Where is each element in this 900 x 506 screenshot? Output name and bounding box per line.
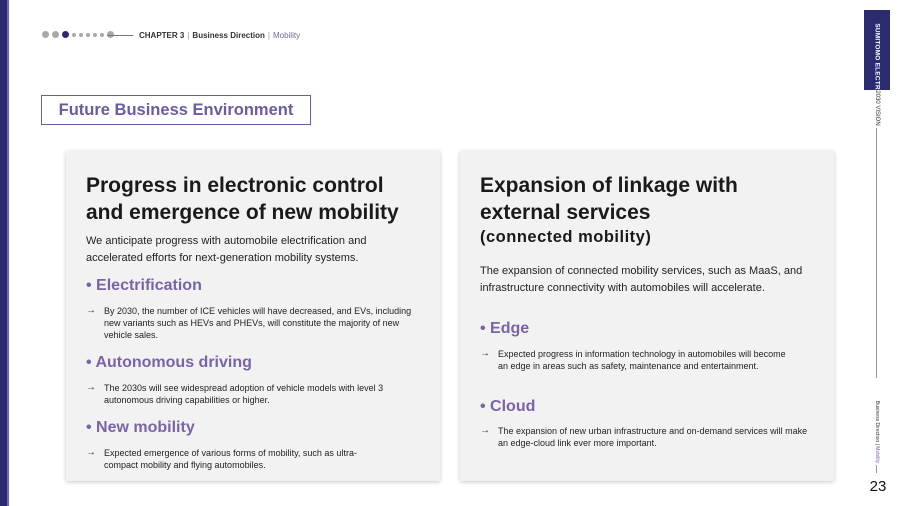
left-card-title-line2: and emergence of new mobility <box>86 201 399 224</box>
page-number: 23 <box>869 478 887 495</box>
chapter-progress-dots <box>42 31 114 38</box>
brand-logo: SUMITOMO ELECTRIC <box>873 23 881 97</box>
left-card-title <box>86 172 399 226</box>
bullet-heading-autonomous-driving: • Autonomous driving <box>86 354 252 371</box>
progress-dot <box>52 31 59 38</box>
bullet-detail-cloud <box>480 425 820 449</box>
side-rail <box>864 0 890 506</box>
bullet-text: By 2030, the number of ICE vehicles will have decreased, and EVs, including new variants such as HEVs and PHEVs, will constitute the majority of new vehicle sales. <box>104 306 412 340</box>
side-breadcrumb-section: Business Direction <box>874 400 880 443</box>
arrow-icon: → <box>86 447 96 458</box>
bullet-text: The 2030s will see widespread adoption of vehicle models with level 3 autonomous driving capabilities or higher. <box>104 383 384 405</box>
breadcrumb-section: Business Direction <box>192 31 265 40</box>
bullet-heading-edge: • Edge <box>480 320 530 337</box>
breadcrumb-divider <box>107 35 133 36</box>
bullet-text: Expected emergence of various forms of mobility, such as ultra-compact mobility and flying automobiles. <box>104 448 357 470</box>
left-card <box>66 151 440 481</box>
right-card-title-line1: Expansion of linkage with <box>480 174 738 197</box>
bullet-heading-new-mobility: • New mobility <box>86 419 195 436</box>
right-card-title <box>480 172 738 226</box>
bullet-detail-new-mobility <box>86 447 416 471</box>
section-label: Future Business Environment <box>41 95 311 125</box>
rail-divider <box>876 465 877 473</box>
arrow-icon: → <box>86 382 96 393</box>
bullet-detail-edge <box>480 348 810 372</box>
bullet-text: Expected progress in information technology in automobiles will become an edge in areas such as safety, maintenance and entertainment. <box>498 349 786 371</box>
bullet-heading-electrification: • Electrification <box>86 277 202 294</box>
rail-divider <box>876 128 877 378</box>
arrow-icon: → <box>480 425 490 436</box>
bullet-detail-electrification <box>86 305 416 341</box>
progress-dot <box>100 33 104 37</box>
left-card-title-line1: Progress in electronic control <box>86 174 384 197</box>
right-card <box>460 151 834 481</box>
bullet-detail-autonomous-driving <box>86 382 416 406</box>
side-breadcrumb: Business Direction | Mobility <box>874 400 880 464</box>
side-breadcrumb-subsection: Mobility <box>874 446 880 464</box>
progress-dot <box>86 33 90 37</box>
arrow-icon: → <box>480 348 490 359</box>
progress-dot-current <box>62 31 69 38</box>
progress-dot <box>93 33 97 37</box>
breadcrumb-chapter: CHAPTER 3 <box>139 31 185 40</box>
right-card-subtitle: (connected mobility) <box>480 228 652 246</box>
vision-label: 2030 VISION <box>874 90 880 126</box>
arrow-icon: → <box>86 305 96 316</box>
bullet-text: The expansion of new urban infrastructure and on-demand services will make an edge-cloud link ever more important. <box>498 426 808 448</box>
progress-dot <box>72 33 76 37</box>
progress-dot <box>79 33 83 37</box>
brand-logo-box <box>864 10 890 97</box>
left-card-intro: We anticipate progress with automobile electrification and accelerated efforts for next-generation mobility systems. <box>86 235 367 264</box>
bullet-heading-cloud: • Cloud <box>480 398 536 415</box>
breadcrumb-subsection: Mobility <box>272 31 301 40</box>
breadcrumb: CHAPTER 3 | Business Direction | Mobility <box>139 31 301 40</box>
left-accent-stripe <box>7 0 9 506</box>
progress-dot <box>42 31 49 38</box>
right-card-title-line2: external services <box>480 201 651 224</box>
right-card-intro: The expansion of connected mobility services, such as MaaS, and infrastructure connectivity with automobiles will accelerate. <box>480 265 803 294</box>
left-accent-bar <box>0 0 7 506</box>
